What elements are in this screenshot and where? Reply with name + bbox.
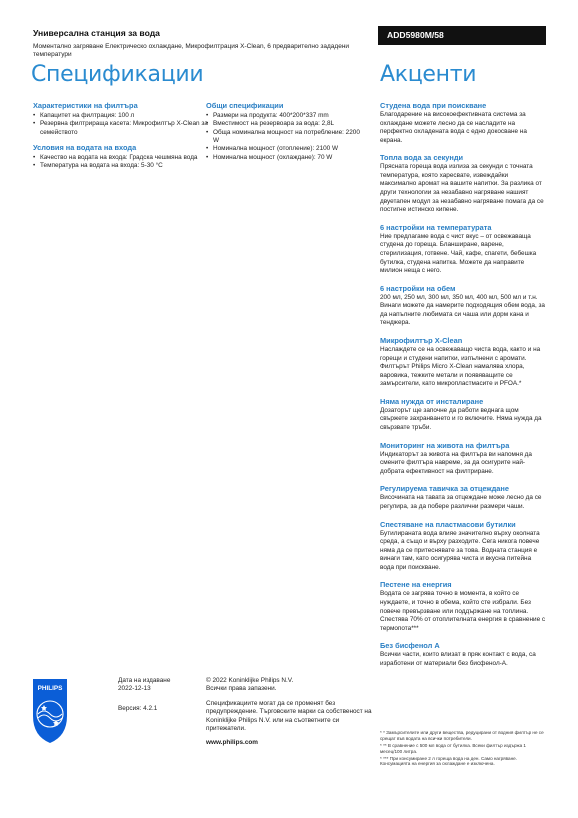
spec-column-left bbox=[33, 101, 208, 177]
version-text: Версия: 4.2.1 bbox=[118, 705, 158, 712]
spec-column-right bbox=[206, 101, 366, 168]
highlight-item bbox=[380, 284, 546, 328]
highlight-item bbox=[380, 520, 546, 573]
highlight-item bbox=[380, 101, 546, 145]
highlight-text: Водата се загрява точно в момента, в който се нуждаете, и точно в обема, който сте избрали. Без повече превързване или поддържане на топлина. Спестява 70% от отоплителната енергия в сравнение с термопота*** bbox=[380, 590, 546, 632]
footnotes bbox=[380, 730, 548, 768]
spec-item: • Резервна филтрираща касета: Микрофилтър X-Clean за семейството bbox=[33, 120, 208, 137]
highlight-text: Благодарение на високоефективната система за охлаждане можете лесно да се насладите на перфектно охладената вода с едно докосване на екрана. bbox=[380, 111, 527, 144]
highlight-item bbox=[380, 336, 546, 389]
highlight-item bbox=[380, 153, 546, 214]
spec-section-water-input bbox=[33, 143, 208, 171]
spec-item: • Качество на водата на входа: Градска чешмяна вода bbox=[33, 154, 208, 162]
highlight-item bbox=[380, 484, 546, 511]
issue-date-label: Дата на издаване bbox=[118, 677, 171, 684]
spec-item: • Температура на водата на входа: 5-30 °C bbox=[33, 162, 208, 170]
highlight-item bbox=[380, 397, 546, 433]
highlight-text: Индикаторът за живота на филтъра ви напомня да смените филтъра навреме, за да осигурите най-добрата ефективност на филтриране. bbox=[380, 450, 532, 475]
issue-date-block bbox=[118, 677, 170, 694]
spec-section-title: Характеристики на филтъра bbox=[33, 101, 138, 110]
highlight-text: Дозаторът ще започне да работи веднага щом свържете захранването и го включите. Няма нужда да свързвате тръби. bbox=[380, 406, 542, 432]
disclaimer-text: Спецификациите могат да се променят без предупреждение. Търговските марки са собственост на Koninklijke Philips N.V. или на съответните си притежатели. bbox=[206, 700, 372, 733]
highlight-text: Бутилираната вода влияе значително върху околната среда, а също и върху разходите. Сега никога повече няма да се притеснявате за това. Водната станция е винаги там, като осигурява чиста и вкусна питейна вода при поискване. bbox=[380, 529, 540, 571]
highlight-text: Ние предлагаме вода с чист вкус – от освежаваща студена до гореща. Бланширане, варене, стерилизация, готвене. Чай, кафе, спагети, бебешка бутилка, студена напитка. Можете да направите милион неща с него. bbox=[380, 232, 537, 275]
spec-section-filter bbox=[33, 101, 208, 137]
footnote: * * Замърсителите или други вещества, редуцирани от водния филтър не се срещат във водата на всички потребители. bbox=[380, 730, 544, 741]
rights-text: Всички права запазени. bbox=[206, 685, 277, 693]
highlight-title: Студена вода при поискване bbox=[380, 101, 487, 110]
spec-item: • Обща номинална мощност на потребление: 2200 W bbox=[206, 129, 366, 146]
highlight-title: 6 настройки на температурата bbox=[380, 222, 492, 232]
model-badge: ADD5980M/58 bbox=[378, 26, 546, 45]
philips-shield-logo bbox=[30, 676, 70, 746]
spec-item: • Номинална мощност (отопление): 2100 W bbox=[206, 145, 366, 153]
highlights-heading: Акценти bbox=[380, 62, 477, 87]
highlight-text: 200 мл, 250 мл, 300 мл, 350 мл, 400 мл, 500 мл и т.н. Винаги можете да намерите подходящия обем вода, за да напълните любимата си чаша или дорм кана и тенджера. bbox=[380, 293, 545, 327]
highlight-title: Няма нужда от инсталиране bbox=[380, 396, 484, 406]
product-title: Универсална станция за вода bbox=[33, 28, 160, 38]
highlight-title: Микрофилтър X-Clean bbox=[380, 335, 463, 345]
highlight-title: 6 настройки на обем bbox=[380, 283, 456, 293]
highlight-title: Спестяване на пластмасови бутилки bbox=[380, 519, 516, 529]
highlight-text: Прясната гореща вода излиза за секунди с точната температура, която харесвате, извеждайки максимално аромат на вашите напитки. За разлика от други технологии за незабавно нагряване нашият двуетапен модул за незабавно нагряване помага да се постигне истинско кипене. bbox=[380, 163, 544, 214]
highlight-title: Пестене на енергия bbox=[380, 580, 452, 590]
footnote: * ** В сравнение с 500 мл вода от бутилка. Всеки филтър издържа 1 месец/100 литра. bbox=[380, 742, 526, 754]
highlight-title: Мониторинг на живота на филтъра bbox=[380, 440, 510, 450]
copyright-block bbox=[206, 677, 371, 694]
spec-item: • Капацитет на филтрация: 100 л bbox=[33, 112, 208, 120]
logo-text: PHILIPS bbox=[37, 685, 63, 692]
highlight-text: Височината на тавата за отцеждане може лесно да се регулира, за да побере различни размери чаши. bbox=[380, 494, 542, 510]
highlight-title: Регулируема тавичка за отцеждане bbox=[380, 484, 509, 494]
highlight-item bbox=[380, 441, 546, 477]
footnote: * *** При консумиране 2 л гореща вода на ден. Само нагряване. Консумацията на енергия за охлаждане е изключена. bbox=[380, 755, 517, 767]
spec-item: • Номинална мощност (охлаждане): 70 W bbox=[206, 154, 366, 162]
spec-section-title: Условия на водата на входа bbox=[33, 142, 137, 152]
specifications-heading: Спецификации bbox=[31, 62, 204, 87]
product-subtitle: Моментално загряване Електрическо охлаждане, Микрофилтрация X-Clean, 6 предварително зададени температури bbox=[33, 43, 350, 59]
highlights-column bbox=[380, 101, 546, 676]
highlight-text: Всички части, които влизат в пряк контакт с вода, са изработени от материали без бисфенол-А. bbox=[380, 651, 536, 667]
highlight-text: Наслаждете се на освежаващо чиста вода, както и на горещи и студени напитки, изпълнени с аромати. Филтърът Philips Micro X-Clean намалява хлора, варовика, тежките метали и появяващите се замърсители, като микропластмасите и PFOA.* bbox=[380, 345, 541, 388]
highlight-title: Топла вода за секунди bbox=[380, 153, 464, 163]
highlight-item bbox=[380, 641, 546, 668]
copyright-text: © 2022 Koninklijke Philips N.V. bbox=[206, 677, 294, 684]
spec-section-general bbox=[206, 101, 366, 162]
issue-date-value: 2022-12-13 bbox=[118, 685, 151, 693]
website-link[interactable]: www.philips.com bbox=[206, 739, 258, 746]
spec-section-title: Общи спецификации bbox=[206, 101, 284, 110]
highlight-title: Без бисфенол А bbox=[380, 641, 440, 651]
highlight-item bbox=[380, 580, 546, 633]
spec-item: • Размери на продукта: 400*200*337 mm bbox=[206, 112, 366, 120]
spec-item: • Вместимост на резервоара за вода: 2,8L bbox=[206, 120, 366, 128]
highlight-item bbox=[380, 223, 546, 276]
